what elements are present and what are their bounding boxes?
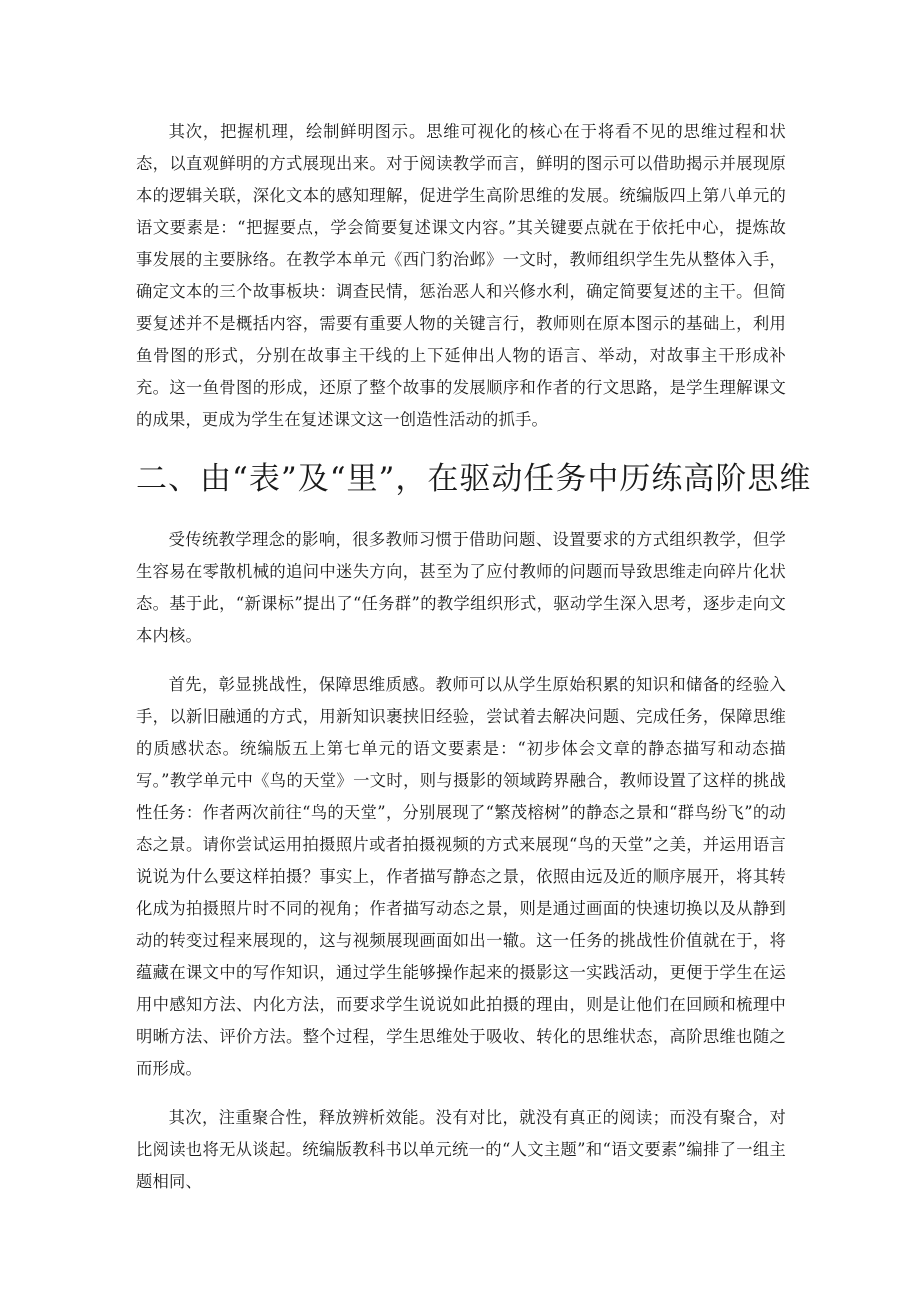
paragraph-challenge: 首先，彰显挑战性，保障思维质感。教师可以从学生原始积累的知识和储备的经验入手，以新旧融通的方式，用新知识裹挟旧经验，尝试着去解决问题、完成任务，保障思维的质感状态。统编版五上第七单元的语文要素是：“初步体会文章的静态描写和动态描写。”教学单元中《鸟的天堂》一文时，则与摄影的领域跨界融合，教师设置了这样的挑战性任务：作者两次前往“鸟的天堂”，分别展现了“繁茂榕树”的静态之景和“群鸟纷飞”的动态之景。请你尝试运用拍摄照片或者拍摄视频的方式来展现“鸟的天堂”之美，并运用语言说说为什么要这样拍摄？事实上，作者描写静态之景，依照由远及近的顺序展开，将其转化成为拍摄照片时不同的视角；作者描写动态之景，则是通过画面的快速切换以及从静到动的转变过程来展现的，这与视频展现画面如出一辙。这一任务的挑战性价值就在于，将蕴藏在课文中的写作知识，通过学生能够操作起来的摄影这一实践活动，更便于学生在运用中感知方法、内化方法，而要求学生说说如此拍摄的理由，则是让他们在回顾和梳理中明晰方法、评价方法。整个过程，学生思维处于吸收、转化的思维状态，高阶思维也随之而形成。 — [136, 675, 786, 1078]
paragraph-visualization: 其次，把握机理，绘制鲜明图示。思维可视化的核心在于将看不见的思维过程和状态，以直观鲜明的方式展现出来。对于阅读教学而言，鲜明的图示可以借助揭示并展现原本的逻辑关联，深化文本的感知理解，促进学生高阶思维的发展。统编版四上第八单元的语文要素是：“把握要点，学会简要复述课文内容。”其关键要点就在于依托中心，提炼故事发展的主要脉络。在教学本单元《西门豹治邺》一文时，教师组织学生先从整体入手，确定文本的三个故事板块：调查民情，惩治恶人和兴修水利，确定简要复述的主干。但简要复述并不是概括内容，需要有重要人物的关键言行，教师则在原本图示的基础上，利用鱼骨图的形式，分别在故事主干线的上下延伸出人物的语言、举动，对故事主干形成补充。这一鱼骨图的形成，还原了整个故事的发展顺序和作者的行文思路，是学生理解课文的成果，更成为学生在复述课文这一创造性活动的抓手。 — [136, 122, 786, 429]
paragraph-task-group: 受传统教学理念的影响，很多教师习惯于借助问题、设置要求的方式组织教学，但学生容易在零散机械的追问中迷失方向，甚至为了应付教师的问题而导致思维走向碎片化状态。基于此，“新课标”提出了“任务群”的教学组织形式，驱动学生深入思考，逐步走向文本内核。 — [136, 530, 786, 645]
document-page — [136, 116, 812, 1198]
paragraph-aggregation: 其次，注重聚合性，释放辨析效能。没有对比，就没有真正的阅读；而没有聚合，对比阅读也将无从谈起。统编版教科书以单元统一的“人文主题”和“语文要素”编排了一组主题相同、 — [136, 1108, 786, 1191]
section-heading-two: 二、由“表”及“里”，在驱动任务中历练高阶思维 — [136, 461, 812, 497]
